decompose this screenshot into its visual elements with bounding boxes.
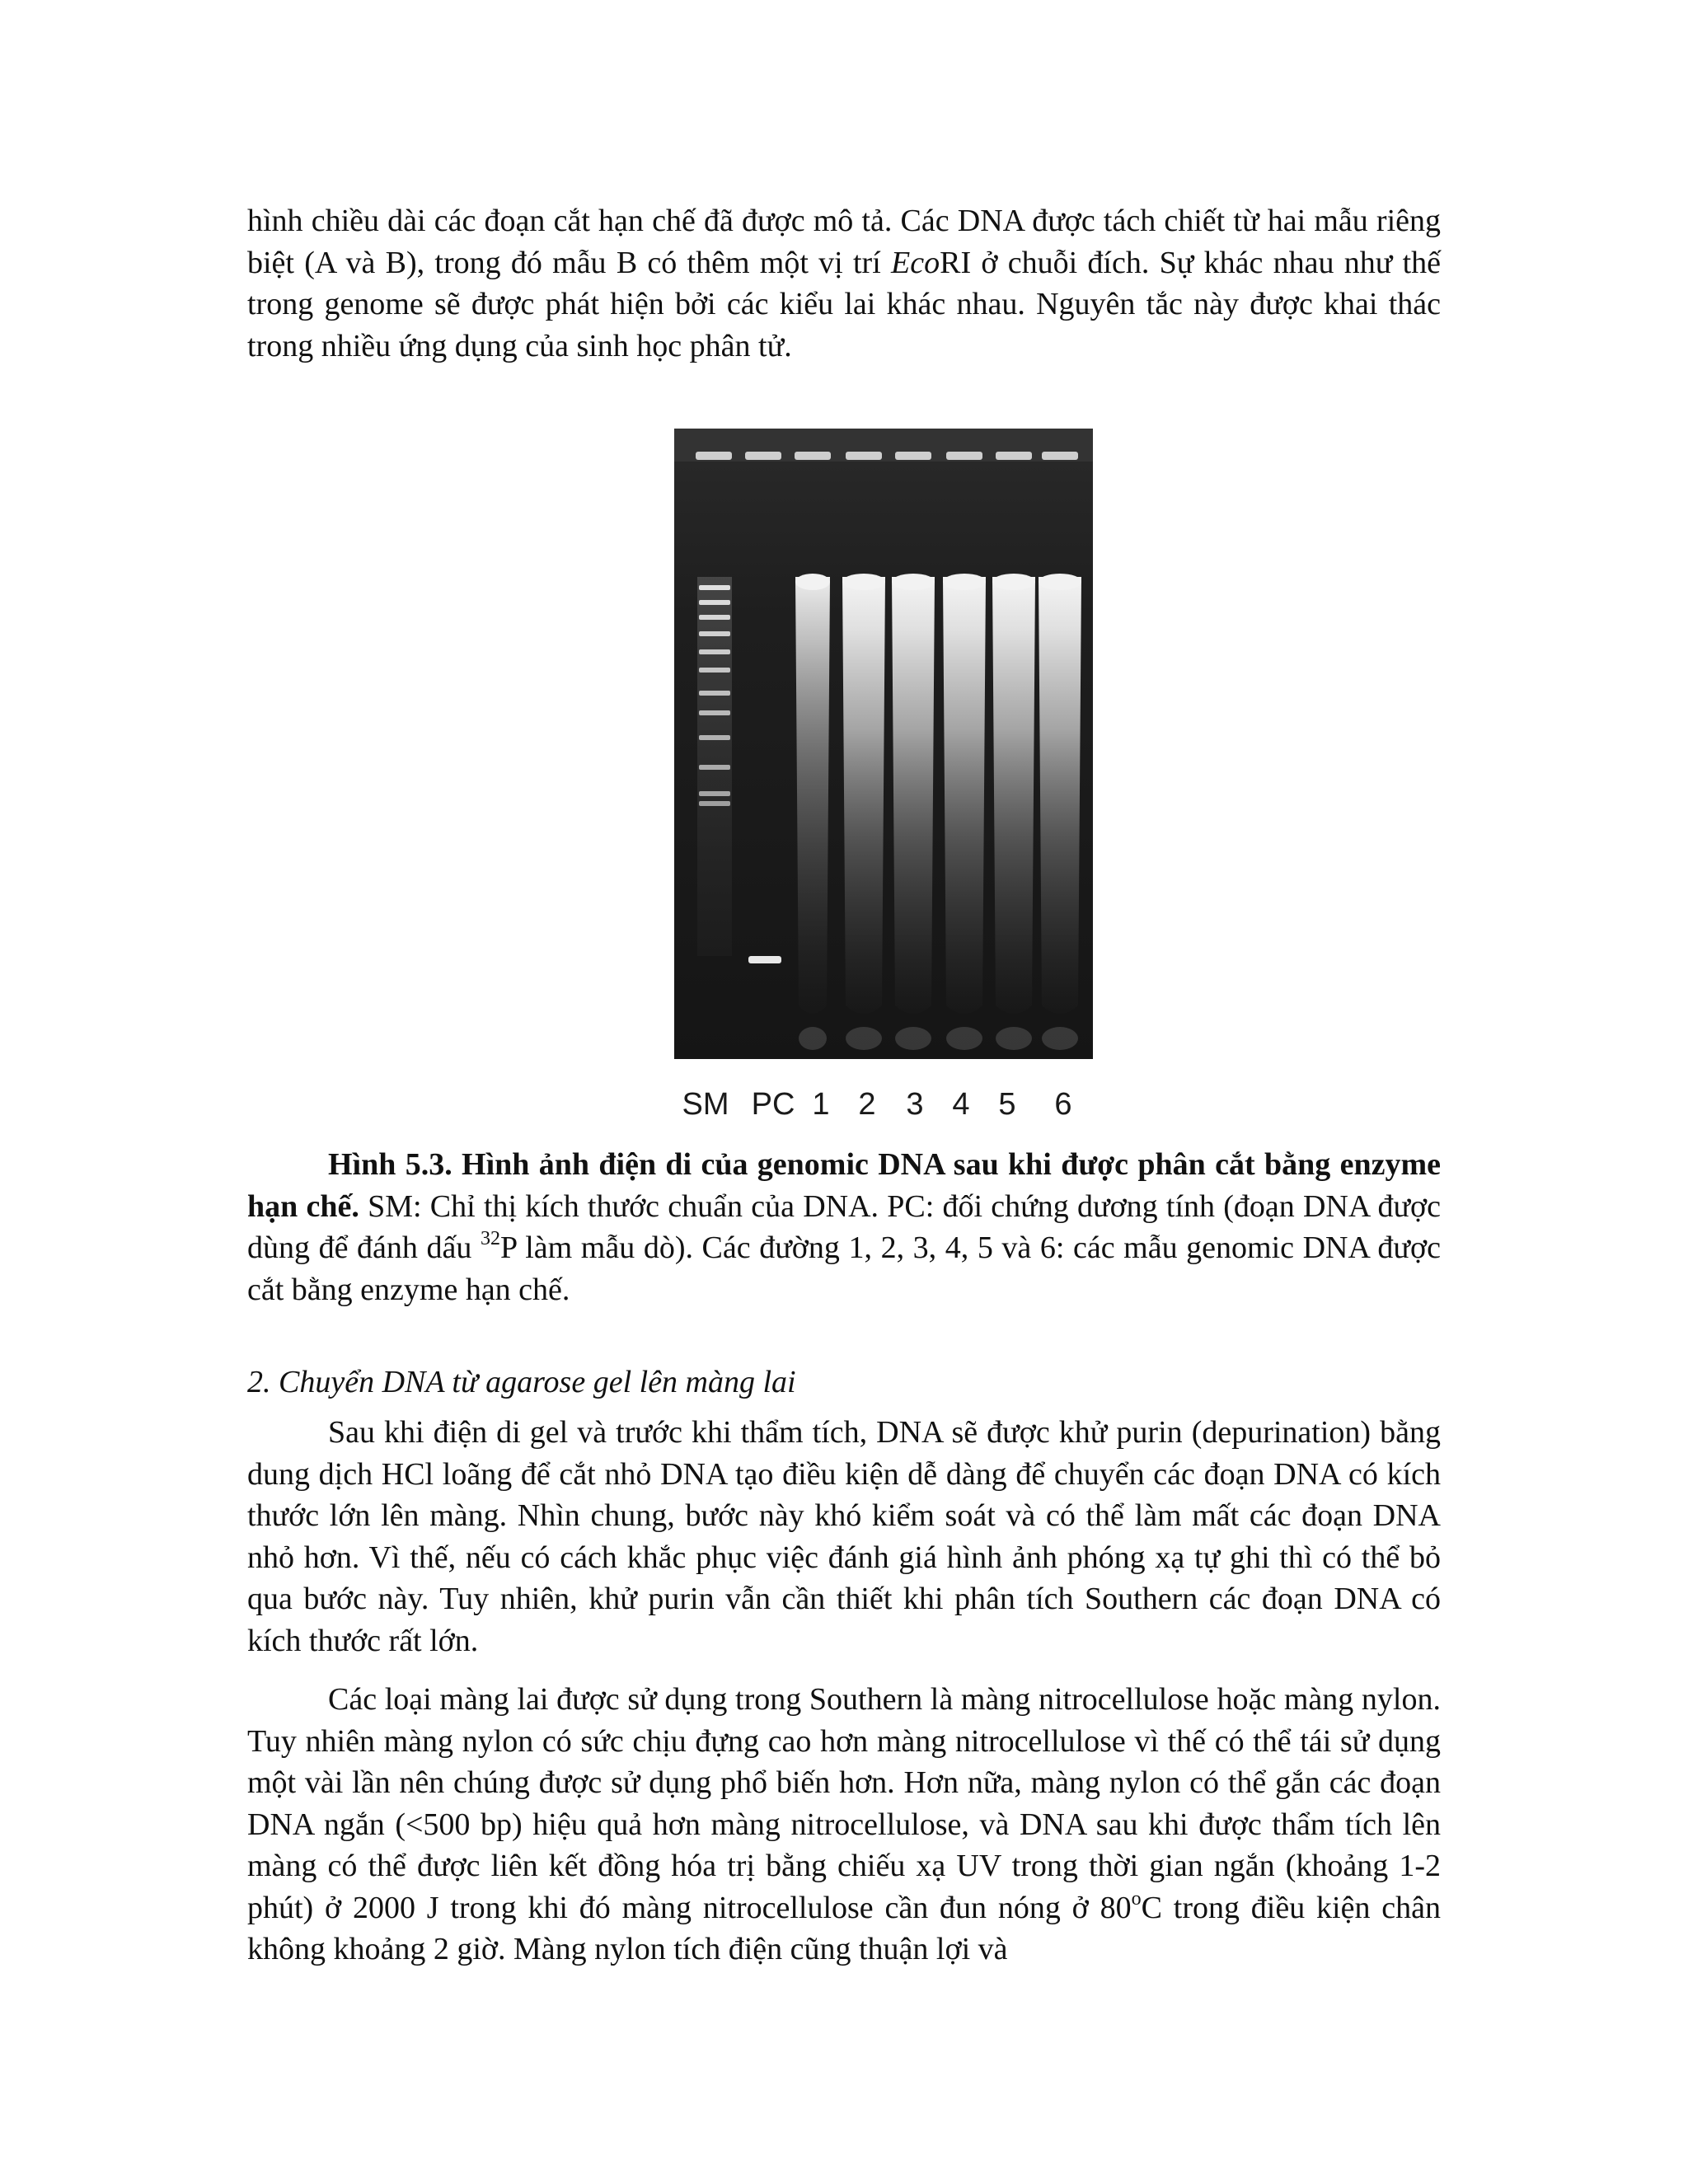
sample-smear: [1039, 577, 1081, 1014]
lane-label-sm: SM: [682, 1087, 729, 1122]
caption-superscript: 32: [480, 1228, 500, 1250]
lane-label-6: 6: [1054, 1087, 1072, 1122]
lane-label-5: 5: [998, 1087, 1016, 1122]
well-3: [795, 452, 831, 460]
intro-paragraph: [247, 200, 1441, 367]
well-8: [1042, 452, 1078, 460]
caption-title: Hình 5.3. Hình ảnh điện di của genomic DNA sau khi được phân cắt bằng enzyme hạn chế.: [247, 1147, 1441, 1224]
well-5: [895, 452, 931, 460]
well-1: [696, 452, 732, 460]
ladder-band: [699, 691, 730, 696]
sample-lane-6: [1039, 574, 1081, 1050]
sample-smear: [842, 577, 885, 1014]
paragraph-3-text-part-1: Các loại màng lai được sử dụng trong Southern là màng nitrocellulose hoặc màng nylon. Tuy nhiên màng nylon có sức chịu đựng cao hơn màng nitrocellulose vì thế có thể tái sử dụng một vài lần nên chúng được sử dụng phổ biến hơn. Hơn nữa, màng nylon có thể gắn các đoạn DNA ngắn (<500 bp) hiệu quả hơn màng nitrocellulose, và DNA sau khi được thẩm tích lên màng có thể được liên kết đồng hóa trị bằng chiếu xạ UV trong thời gian ngắn (khoảng 1-2 phút) ở 2000 J trong khi đó màng nitrocellulose cần đun nóng ở 80: [247, 1682, 1441, 1925]
sample-lane-3: [892, 574, 935, 1050]
paragraph-membranes: [247, 1679, 1441, 1971]
sample-lane-1: [795, 574, 830, 1050]
paragraph-3-text-part-2: C trong điều kiện chân không khoảng 2 giờ. Màng nylon tích điện cũng thuận lợi và: [247, 1890, 1442, 1966]
intro-text-part-2: RI ở chuỗi đích. Sự khác nhau như thế trong genome sẽ được phát hiện bởi các kiểu lai khác nhau. Nguyên tắc này được khai thác trong nhiều ứng dụng của sinh học phân tử.: [247, 245, 1441, 363]
intro-text-part-1: hình chiều dài các đoạn cắt hạn chế đã được mô tả. Các DNA được tách chiết từ hai mẫu riêng biệt (A và B), trong đó mẫu B có thêm một vị trí: [247, 204, 1441, 280]
sample-bottom-glow: [846, 1027, 882, 1050]
lane-label-3: 3: [906, 1087, 924, 1122]
sample-smear: [892, 577, 935, 1014]
sample-smear: [992, 577, 1035, 1014]
ladder-band: [699, 710, 730, 715]
caption-text-part-1: SM: Chỉ thị kích thước chuẩn của DNA. PC: đối chứng dương tính (đoạn DNA được dùng để đánh dấu: [247, 1188, 1442, 1265]
ladder-band: [699, 765, 730, 770]
sample-top-band: [842, 574, 885, 590]
sample-top-band: [992, 574, 1035, 590]
ladder-band: [699, 735, 730, 740]
positive-control-band: [748, 956, 781, 963]
degree-superscript: o: [1131, 1887, 1142, 1910]
sample-lane-4: [943, 574, 986, 1050]
sample-top-band: [795, 574, 830, 590]
ladder-band: [699, 668, 730, 673]
sample-bottom-glow: [895, 1027, 931, 1050]
lane-label-2: 2: [858, 1087, 876, 1122]
ladder-band: [699, 631, 730, 636]
ladder-band: [699, 801, 730, 806]
caption-text-part-2: P làm mẫu dò). Các đường 1, 2, 3, 4, 5 và 6: các mẫu genomic DNA được cắt bằng enzyme hạn chế.: [247, 1230, 1441, 1307]
sample-top-band: [943, 574, 986, 590]
well-6: [946, 452, 982, 460]
gel-photo: [674, 429, 1093, 1059]
sample-bottom-glow: [946, 1027, 982, 1050]
ladder-band: [699, 585, 730, 590]
sample-lane-2: [842, 574, 885, 1050]
intro-italic-term: Eco: [891, 245, 940, 280]
sample-smear: [795, 577, 830, 1014]
lane-label-1: 1: [812, 1087, 830, 1122]
well-7: [996, 452, 1032, 460]
sample-bottom-glow: [996, 1027, 1032, 1050]
sample-lane-5: [992, 574, 1035, 1050]
sample-bottom-glow: [1042, 1027, 1078, 1050]
sample-smear: [943, 577, 986, 1014]
figure-caption: [247, 1144, 1441, 1310]
sample-top-band: [892, 574, 935, 590]
ladder-band: [699, 791, 730, 796]
well-4: [846, 452, 882, 460]
ladder-band: [699, 600, 730, 605]
ladder-band: [699, 615, 730, 620]
lane-label-4: 4: [952, 1087, 970, 1122]
lane-label-pc: PC: [751, 1087, 795, 1122]
sample-top-band: [1039, 574, 1081, 590]
paragraph-depurination: Sau khi điện di gel và trước khi thẩm tích, DNA sẽ được khử purin (depurination) bằng dung dịch HCl loãng để cắt nhỏ DNA tạo điều kiện dễ dàng để chuyển các đoạn DNA có kích thước lớn lên màng. Nhìn chung, bước này khó kiểm soát và có thể làm mất các đoạn DNA nhỏ hơn. Vì thế, nếu có cách khắc phục việc đánh giá hình ảnh phóng xạ tự ghi thì có thể bỏ qua bước này. Tuy nhiên, khử purin vẫn cần thiết khi phân tích Southern các đoạn DNA có kích thước rất lớn.: [247, 1415, 1441, 1658]
sample-bottom-glow: [799, 1027, 827, 1050]
section-heading: 2. Chuyển DNA từ agarose gel lên màng lai: [247, 1365, 796, 1399]
gel-electrophoresis-image: [674, 429, 1093, 1059]
well-2: [745, 452, 781, 460]
ladder-band: [699, 649, 730, 654]
